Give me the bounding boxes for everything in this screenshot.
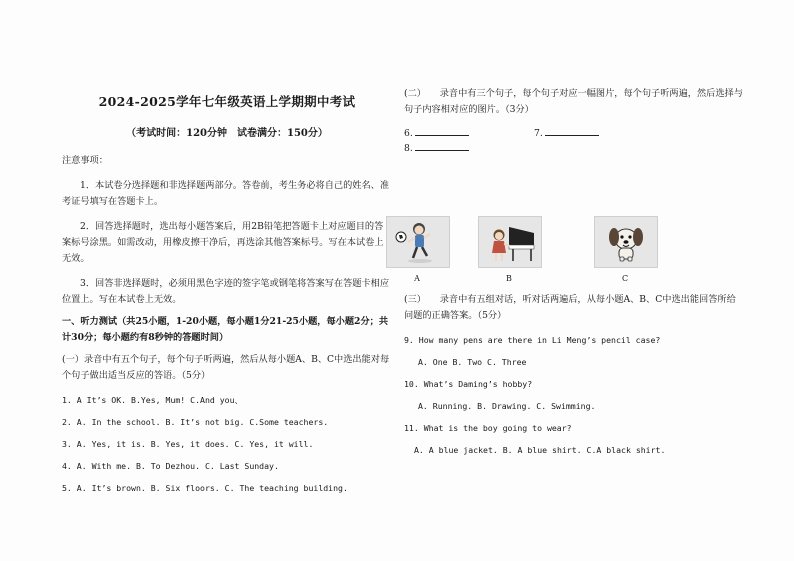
part1-instruction: (一）录音中有五个句子，每个句子听两遍，然后从每小题A、B、C中选出能对每个句子做出适当反应的答语。（5分） [62, 354, 390, 381]
question-5: 5. A. It’s brown. B. Six floors. C. The teaching building. [62, 483, 348, 493]
picture-b [478, 216, 542, 268]
part2-answer-blanks [404, 126, 744, 156]
answer-blank-6[interactable] [415, 126, 469, 136]
question-3: 3. A. Yes, it is. B. Yes, it does. C. Yes, it will. [62, 439, 314, 449]
part3-instruction: (三） 录音中有五组对话，听对话两遍后，从每小题A、B、C中选出能回答所给问题的正确答案。（5分） [404, 294, 736, 321]
left-column [62, 88, 392, 504]
part3-question-list [404, 334, 744, 456]
question-2: 2. A. In the school. B. It’s not big. C.Some teachers. [62, 417, 329, 427]
notice-3: 3．回答非选择题时，必须用黑色字迹的签字笔或钢笔将答案写在答题卡相应位置上。写在本试卷上无效。 [62, 278, 390, 305]
answer-blank-8[interactable] [415, 141, 469, 151]
question-1: 1. A It’s OK. B.Yes, Mum! C.And you、 [62, 395, 243, 405]
question-10: 10. What’s Daming’s hobby? [404, 379, 533, 389]
picture-c-label: C [621, 274, 629, 283]
picture-b-label: B [506, 274, 512, 283]
boy-playing-football-icon [387, 217, 449, 267]
answer-blank-7[interactable] [545, 126, 599, 136]
picture-a-label: A [414, 274, 420, 283]
exam-subtitle: （考试时间：120分钟 试卷满分：150分） [126, 128, 328, 139]
section1-heading: 一、听力测试（共25小题，1-20小题，每小题1分21-25小题，每小题2分；共计30分；每小题约有8秒钟的答题时间） [62, 316, 389, 343]
girl-playing-piano-icon [479, 217, 541, 267]
question-9: 9. How many pens are there in Li Meng’s pencil case? [404, 335, 661, 345]
question-11-options: A. A blue jacket. B. A blue shirt. C.A black shirt. [414, 445, 666, 455]
notice-1: 1．本试卷分选择题和非选择题两部分。答卷前，考生务必将自己的姓名、准考证号填写在答题卡上。 [62, 180, 390, 207]
question-4: 4. A. With me. B. To Dezhou. C. Last Sunday. [62, 461, 279, 471]
blank-label-6: 6. [404, 128, 413, 139]
question-9-options: A. One B. Two C. Three [418, 357, 527, 367]
question-10-options: A. Running. B. Drawing. C. Swimming. [418, 401, 596, 411]
picture-a [386, 216, 450, 268]
blank-label-8: 8. [404, 143, 413, 154]
blank-label-7: 7. [534, 128, 543, 139]
notice-2: 2．回答选择题时，选出每小题答案后，用2B铅笔把答题卡上对应题目的答案标号涂黑。如需改动，用橡皮擦干净后，再选涂其他答案标号。写在本试卷上无效。 [62, 221, 384, 264]
part2-instruction: (二） 录音中有三个句子，每个句子对应一幅图片，每个句子听两遍，然后选择与句子内容相对应的图片。（3分） [404, 88, 743, 115]
notice-heading: 注意事项： [62, 155, 108, 166]
dog-icon [595, 217, 657, 267]
right-column [404, 86, 744, 456]
part1-question-list [62, 394, 392, 504]
exam-title: 2024-2025学年七年级英语上学期期中考试 [98, 94, 356, 109]
question-11: 11. What is the boy going to wear? [404, 423, 572, 433]
part2-pictures [394, 216, 734, 286]
picture-c [594, 216, 658, 268]
